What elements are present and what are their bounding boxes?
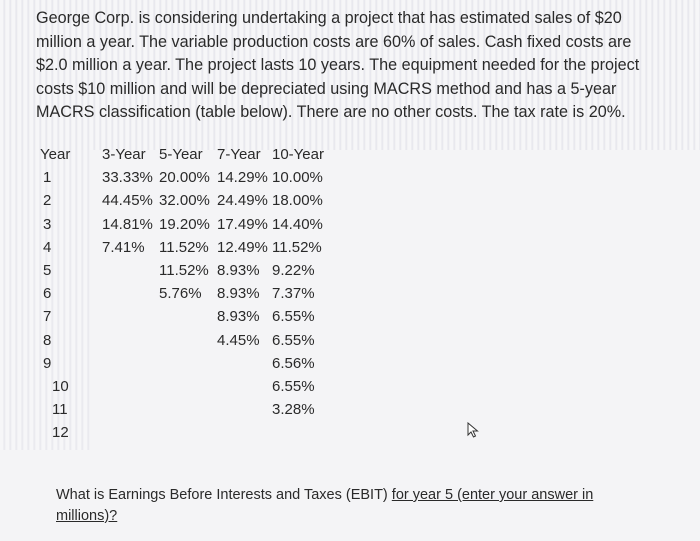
table-value-cell: 11.52% — [272, 238, 322, 256]
table-value-cell: 14.81% — [102, 215, 153, 233]
table-value-cell: 18.00% — [272, 192, 323, 210]
problem-line: costs $10 million and will be depreciated using MACRS method and has a 5-year — [36, 79, 617, 98]
table-value-cell: 44.45% — [102, 192, 153, 210]
table-year-cell: 7 — [43, 308, 52, 326]
table-value-cell: 11.52% — [159, 238, 209, 256]
table-value-cell: 8.93% — [217, 308, 260, 326]
problem-line: George Corp. is considering undertaking a project that has estimated sales of $20 — [36, 9, 622, 27]
table-value-cell: 24.49% — [217, 192, 268, 210]
question-prefix: What is Earnings Before Interests and Taxes (EBIT) — [56, 487, 392, 503]
table-year-cell: 5 — [43, 262, 52, 279]
table-year-cell: 1 — [43, 169, 52, 187]
table-year-cell: 10 — [52, 378, 69, 395]
table-value-cell: 6.55% — [272, 308, 315, 326]
question-text — [56, 485, 656, 527]
question-emphasis: for year 5 (enter your answer in — [391, 487, 594, 503]
table-header-cell: 7-Year — [217, 146, 261, 163]
table-value-cell: 17.49% — [217, 215, 268, 233]
table-header-cell: 3-Year — [102, 146, 146, 163]
table-value-cell: 10.00% — [272, 169, 323, 187]
table-year-cell: 12 — [52, 424, 69, 442]
table-header-cell: Year — [40, 146, 71, 163]
table-value-cell: 9.22% — [272, 262, 315, 279]
table-value-cell: 19.20% — [159, 215, 210, 233]
table-value-cell: 7.41% — [102, 238, 145, 256]
table-year-cell: 6 — [43, 285, 52, 303]
table-year-cell: 8 — [43, 331, 52, 349]
table-header-cell: 5-Year — [159, 146, 203, 163]
table-value-cell: 3.28% — [272, 401, 315, 419]
table-year-cell: 9 — [43, 354, 52, 372]
table-value-cell: 6.56% — [272, 354, 315, 372]
table-value-cell: 8.93% — [217, 285, 260, 303]
problem-statement — [36, 7, 676, 125]
table-value-cell: 11.52% — [159, 262, 209, 279]
table-year-cell: 11 — [52, 401, 68, 419]
table-value-cell: 32.00% — [159, 192, 210, 210]
problem-line: $2.0 million a year. The project lasts 10 years. The equipment needed for the project — [36, 56, 640, 75]
table-value-cell: 6.55% — [272, 331, 315, 349]
table-year-cell: 4 — [43, 238, 52, 256]
mouse-pointer-icon — [467, 422, 479, 443]
table-value-cell: 5.76% — [159, 285, 202, 303]
problem-line: million a year. The variable production costs are 60% of sales. Cash fixed costs are — [36, 32, 632, 51]
table-value-cell: 12.49% — [217, 238, 268, 256]
table-value-cell: 33.33% — [102, 169, 153, 187]
table-year-cell: 3 — [43, 215, 52, 233]
table-value-cell: 6.55% — [272, 378, 315, 395]
table-value-cell: 20.00% — [159, 169, 210, 187]
table-value-cell: 8.93% — [217, 262, 260, 279]
table-header-cell: 10-Year — [272, 146, 324, 163]
table-value-cell: 14.29% — [217, 169, 268, 187]
question-emphasis-cont: millions)? — [56, 508, 118, 524]
table-value-cell: 4.45% — [217, 331, 260, 349]
table-value-cell: 14.40% — [272, 215, 323, 233]
problem-line: MACRS classification (table below). There are no other costs. The tax rate is 20%. — [36, 103, 626, 122]
table-year-cell: 2 — [43, 192, 52, 210]
table-value-cell: 7.37% — [272, 285, 315, 303]
